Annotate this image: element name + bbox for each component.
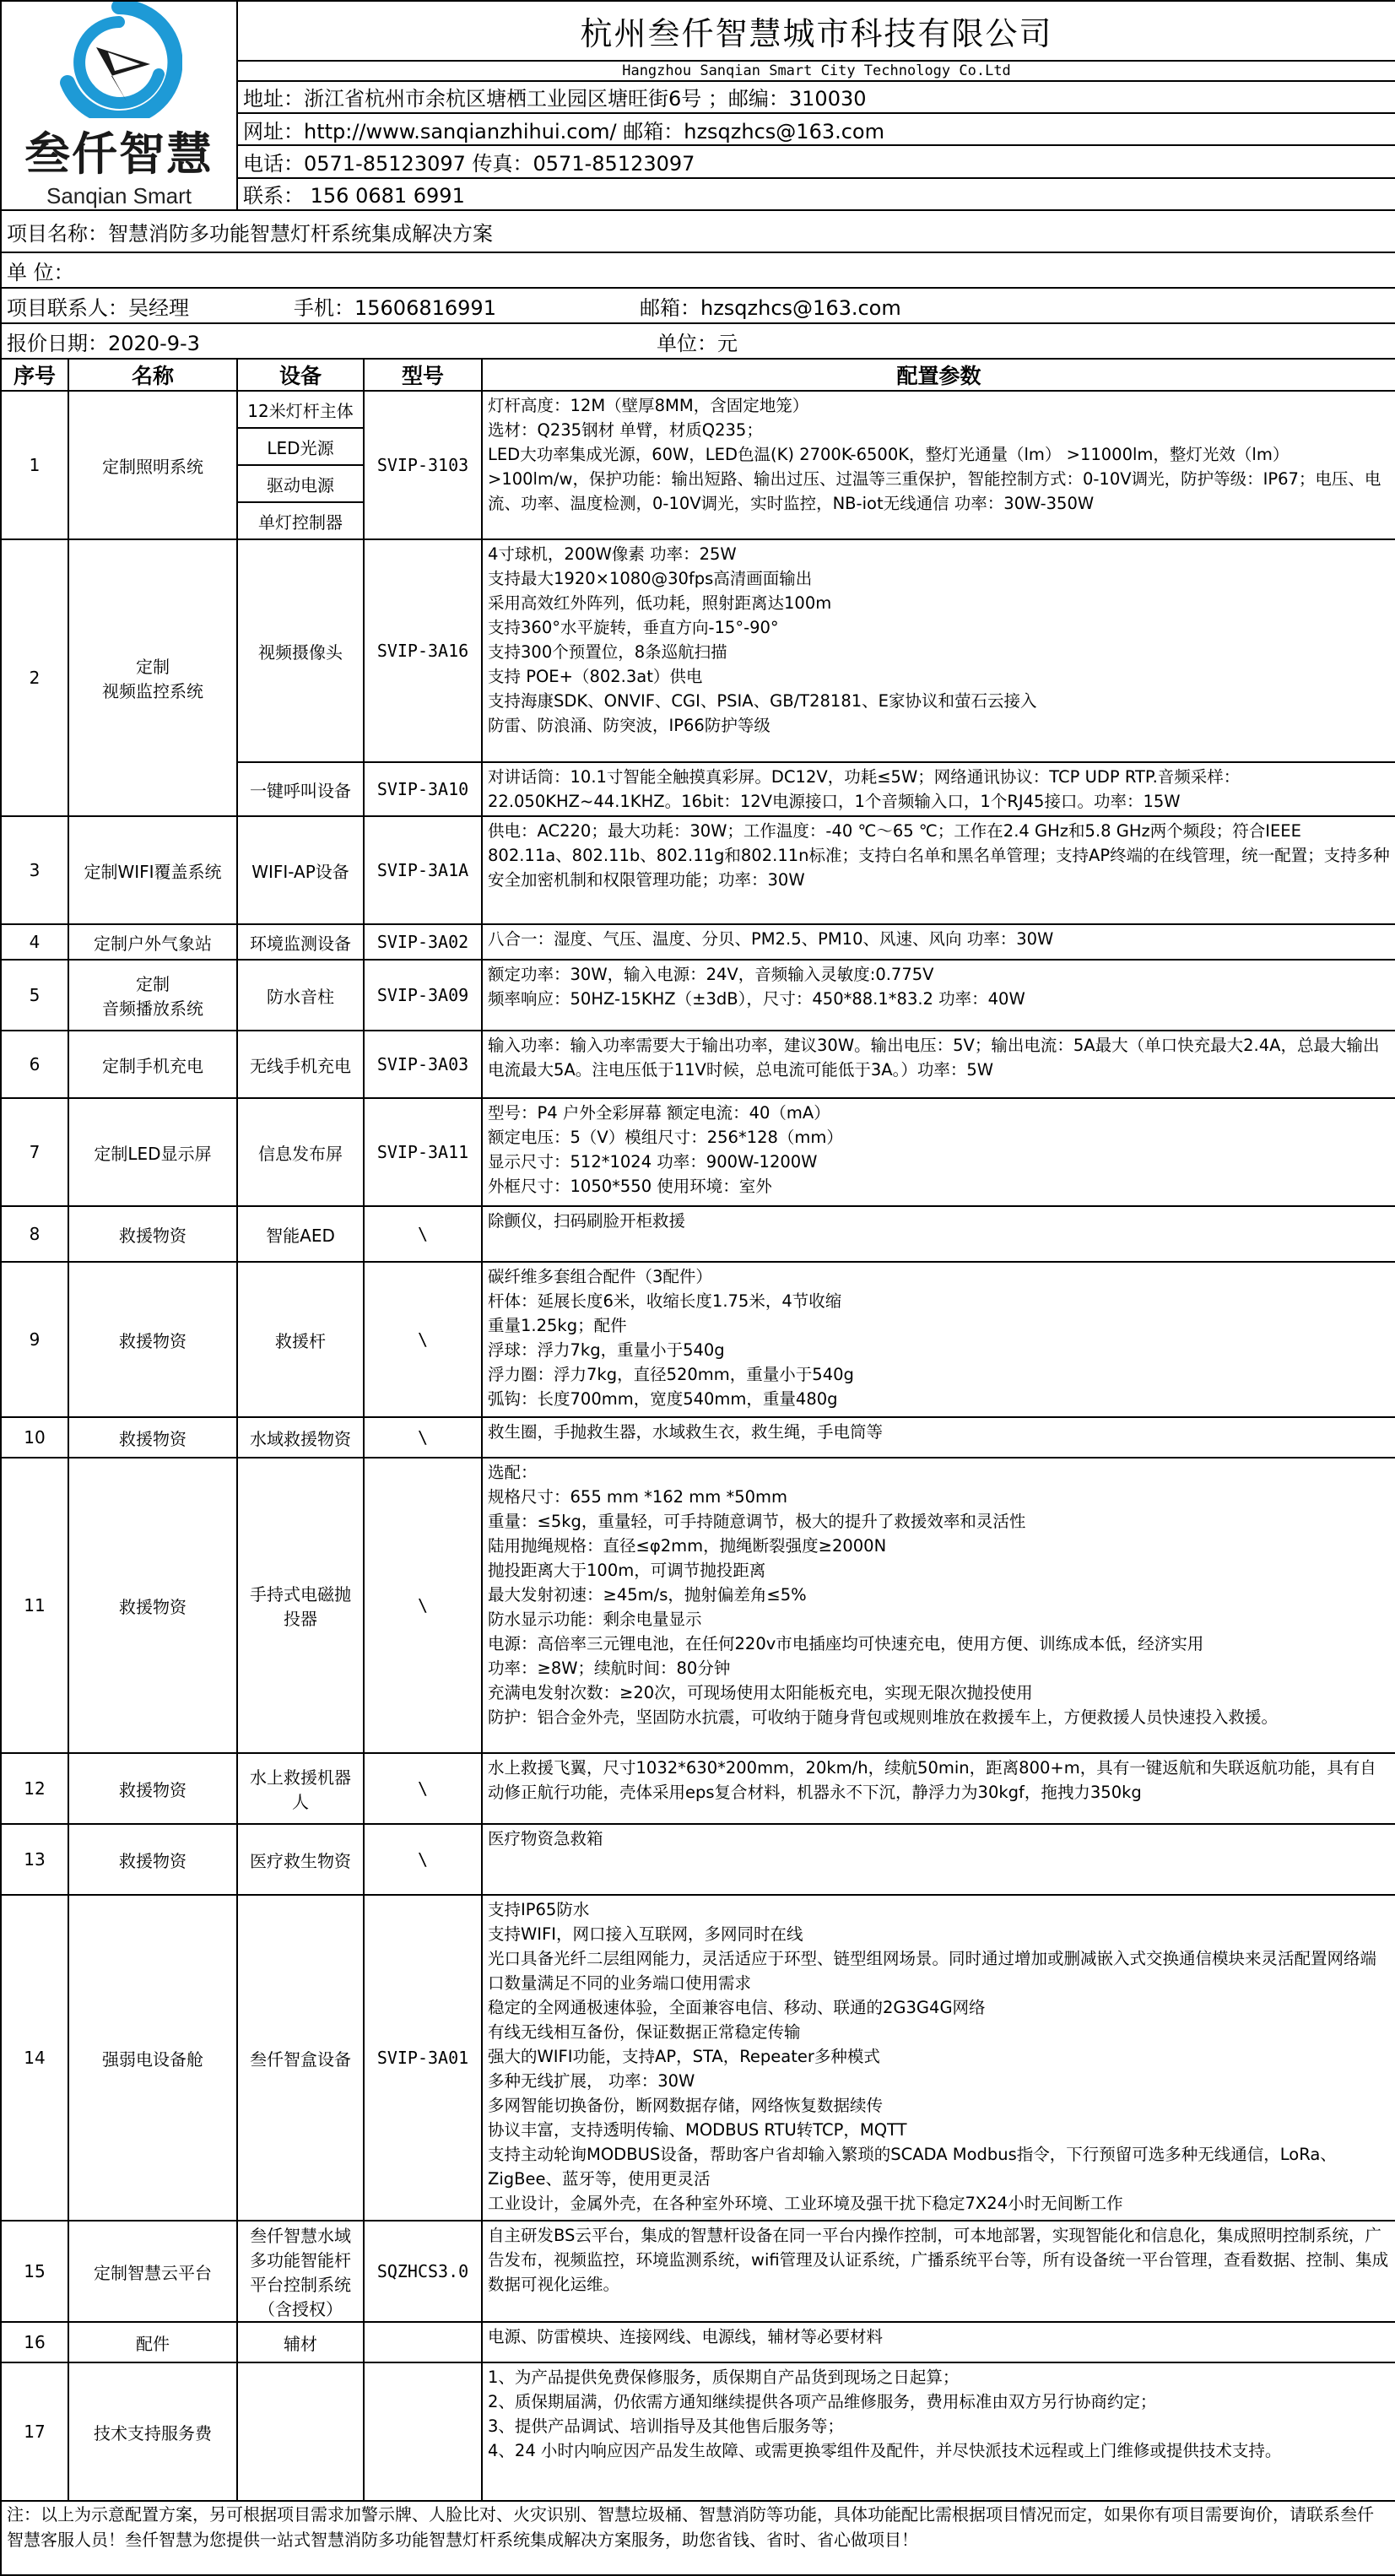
spec-line: 对讲话筒：10.1寸智能全触摸真彩屏。DC12V，功耗≤5W；网络通讯协议：TCP UDP RTP.音频采样：22.050KHZ~44.1KHZ。16bit：12V电源接口，1个音频输入口，1个RJ45接口。功率：15W — [488, 767, 1241, 811]
spec-cell — [482, 816, 1395, 924]
spec-cell — [482, 762, 1395, 816]
project-name: 项目名称：智慧消防多功能智慧灯杆系统集成解决方案 — [1, 210, 1395, 252]
row-name: 强弱电设备舱 — [68, 1895, 237, 2221]
table-row — [1, 960, 1395, 1031]
spec-cell — [482, 1753, 1395, 1824]
table-row — [1, 1262, 1395, 1417]
row-name: 定制手机充电 — [68, 1031, 237, 1098]
row-model: SVIP-3A16 — [364, 539, 482, 762]
spec-line: 防护：铝合金外壳，坚固防水抗震，可收纳于随身背包或规则堆放在救援车上，方便救援人员快速投入救援。 — [488, 1707, 1279, 1727]
logo-text-en: Sanqian Smart — [46, 183, 192, 208]
spec-line: 4、24 小时内响应因产品发生故障、或需更换零组件及配件，并尽快派技术远程或上门维修或提供技术支持。 — [488, 2441, 1282, 2460]
row-number: 8 — [1, 1206, 68, 1262]
row-name: 救援物资 — [68, 1262, 237, 1417]
spec-line: 电源：高倍率三元锂电池，在任何220v市电插座均可快速充电，使用方便、训练成本低，经济实用 — [488, 1634, 1204, 1653]
row-model — [364, 2322, 482, 2362]
row-number: 14 — [1, 1895, 68, 2221]
spec-cell — [482, 960, 1395, 1031]
spec-cell — [482, 1824, 1395, 1895]
spec-line: 自主研发BS云平台，集成的智慧杆设备在同一平台内操作控制，可本地部署，实现智能化和信息化，集成照明控制系统，广告发布，视频监控，环境监测系统，wifi管理及认证系统，广播系统平台等，所有设备统一平台管理，查看数据、控制、集成数据可视化运维。 — [488, 2226, 1389, 2294]
table-row — [1, 1417, 1395, 1458]
company-web-email: 网址：http://www.sanqianzhihui.com/ 邮箱：hzsqzhcs@163.com — [237, 113, 1395, 145]
row-device: LED光源 — [237, 428, 364, 465]
header-model: 型号 — [364, 359, 482, 391]
row-name: 救援物资 — [68, 1824, 237, 1895]
spec-line: 支持IP65防水 — [488, 1900, 590, 1919]
spec-line: 八合一：湿度、气压、温度、分贝、PM2.5、PM10、风速、风向 功率：30W — [488, 929, 1054, 949]
spec-line: 支持WIFI，网口接入互联网，多网同时在线 — [488, 1924, 803, 1944]
table-row — [1, 2322, 1395, 2362]
row-device: 手持式电磁抛投器 — [237, 1458, 364, 1753]
row-device: 辅材 — [237, 2322, 364, 2362]
row-device: 智能AED — [237, 1206, 364, 1262]
spec-line: 多种无线扩展， 功率：30W — [488, 2071, 695, 2091]
row-name: 定制 音频播放系统 — [68, 960, 237, 1031]
spec-line: 规格尺寸：655 mm *162 mm *50mm — [488, 1487, 788, 1507]
spec-line: 陆用抛绳规格：直径≤φ2mm，抛绳断裂强度≥2000N — [488, 1536, 887, 1556]
row-number: 10 — [1, 1417, 68, 1458]
spec-line: 1、为产品提供免费保修服务，质保期自产品货到现场之日起算； — [488, 2368, 960, 2387]
row-number: 13 — [1, 1824, 68, 1895]
row-name: 救援物资 — [68, 1206, 237, 1262]
spec-line: 弧钩：长度700mm，宽度540mm，重量480g — [488, 1389, 838, 1409]
spec-line: 工业设计，金属外壳，在各种室外环境、工业环境及强干扰下稳定7X24小时无间断工作 — [488, 2194, 1123, 2213]
row-model: SVIP-3A11 — [364, 1098, 482, 1206]
row-model: \ — [364, 1458, 482, 1753]
logo-block — [1, 1, 237, 210]
spec-line: 支持海康SDK、ONVIF、CGI、PSIA、GB/T28181、E家协议和萤石云接入 — [488, 691, 1037, 711]
table-row — [1, 1824, 1395, 1895]
table-row — [1, 1206, 1395, 1262]
spec-cell — [482, 391, 1395, 539]
row-number: 2 — [1, 539, 68, 816]
row-device: 单灯控制器 — [237, 502, 364, 539]
row-name: 定制智慧云平台 — [68, 2221, 237, 2322]
spec-line: 抛投距离大于100m，可调节抛投距离 — [488, 1561, 766, 1580]
table-row — [1, 816, 1395, 924]
spec-cell — [482, 1206, 1395, 1262]
row-device: 水域救援物资 — [237, 1417, 364, 1458]
spec-line: 稳定的全网通极速体验，全面兼容电信、移动、联通的2G3G4G网络 — [488, 1998, 986, 2017]
row-device: 防水音柱 — [237, 960, 364, 1031]
logo-text-cn: 叁仟智慧 — [24, 127, 214, 181]
spec-line: 浮球：浮力7kg，重量小于540g — [488, 1340, 725, 1360]
spec-cell — [482, 1031, 1395, 1098]
company-phone-fax: 电话：0571-85123097 传真：0571-85123097 — [237, 145, 1395, 177]
row-name: 配件 — [68, 2322, 237, 2362]
spec-line: LED大功率集成光源，60W，LED色温(K) 2700K-6500K，整灯光通量（lm） >11000lm，整灯光效（lm） >100lm/w，保护功能：输出短路、输出过压、过温等三重保护，智能控制方式：0-10V调光，防护等级：IP67；电压、电流、功率、温度检测，0-10V调光，实时监控，NB-iot无线通信 功率：30W-350W — [488, 445, 1381, 513]
spec-line: 救生圈，手抛救生器，水域救生衣，救生绳，手电筒等 — [488, 1422, 884, 1442]
spec-cell — [482, 2221, 1395, 2322]
row-device: 视频摄像头 — [237, 539, 364, 762]
row-model: SVIP-3A09 — [364, 960, 482, 1031]
table-row — [1, 2221, 1395, 2322]
row-number: 15 — [1, 2221, 68, 2322]
spec-line: 功率：≥8W；续航时间：80分钟 — [488, 1659, 731, 1678]
row-device: 一键呼叫设备 — [237, 762, 364, 816]
spec-line: 支持最大1920×1080@30fps高清画面输出 — [488, 569, 813, 588]
company-address: 地址：浙江省杭州市余杭区塘栖工业园区塘旺街6号 ；邮编：310030 — [237, 81, 1395, 113]
spec-line: 防水显示功能：剩余电量显示 — [488, 1610, 702, 1629]
row-model: SVIP-3A1A — [364, 816, 482, 924]
row-number: 11 — [1, 1458, 68, 1753]
table-row — [1, 2362, 1395, 2501]
table-body — [1, 391, 1395, 2501]
spec-cell — [482, 2322, 1395, 2362]
spec-cell — [482, 1458, 1395, 1753]
row-number: 9 — [1, 1262, 68, 1417]
spec-line: 浮力圈：浮力7kg，直径520mm，重量小于540g — [488, 1365, 854, 1384]
row-device: 信息发布屏 — [237, 1098, 364, 1206]
header-spec: 配置参数 — [482, 359, 1395, 391]
spec-line: 采用高效红外阵列，低功耗，照射距离达100m — [488, 593, 832, 613]
spec-cell — [482, 2362, 1395, 2501]
spec-cell — [482, 924, 1395, 960]
contact-email: 邮箱：hzsqzhcs@163.com — [640, 295, 901, 320]
spec-line: 支持 POE+（802.3at）供电 — [488, 667, 703, 686]
row-model: \ — [364, 1753, 482, 1824]
spec-line: 4寸球机，200W像素 功率：25W — [488, 544, 737, 564]
quote-date: 报价日期：2020-9-3 — [7, 331, 200, 355]
currency-unit: 单位：元 — [657, 331, 738, 355]
row-model: SVIP-3A01 — [364, 1895, 482, 2221]
spec-line: 外框尺寸：1050*550 使用环境：室外 — [488, 1177, 772, 1196]
row-model: \ — [364, 1262, 482, 1417]
row-name: 定制WIFI覆盖系统 — [68, 816, 237, 924]
spec-line: 重量1.25kg；配件 — [488, 1316, 627, 1335]
spec-line: 选材：Q235钢材 单臂，材质Q235； — [488, 420, 763, 440]
contact-mobile: 手机：15606816991 — [294, 295, 496, 320]
row-device: 环境监测设备 — [237, 924, 364, 960]
spec-line: 型号：P4 户外全彩屏幕 额定电流：40（mA） — [488, 1103, 830, 1123]
spec-line: 3、提供产品调试、培训指导及其他售后服务等； — [488, 2416, 844, 2436]
row-device: 无线手机充电 — [237, 1031, 364, 1098]
spec-cell — [482, 1417, 1395, 1458]
spec-line: 额定功率：30W，输入电源：24V，音频输入灵敏度:0.775V — [488, 965, 934, 984]
row-model — [364, 2362, 482, 2501]
spec-line: 充满电发射次数：≥20次，可现场使用太阳能板充电，实现无限次抛投使用 — [488, 1683, 1033, 1702]
row-name: 救援物资 — [68, 1458, 237, 1753]
row-model: \ — [364, 1206, 482, 1262]
row-name: 救援物资 — [68, 1417, 237, 1458]
spec-line: 医疗物资急救箱 — [488, 1829, 603, 1848]
row-number: 16 — [1, 2322, 68, 2362]
row-name: 定制LED显示屏 — [68, 1098, 237, 1206]
row-device: 叁仟智慧水域多功能智能杆平台控制系统（含授权） — [237, 2221, 364, 2322]
row-device: 驱动电源 — [237, 465, 364, 502]
row-model: \ — [364, 1824, 482, 1895]
row-device: 救援杆 — [237, 1262, 364, 1417]
spec-line: 频率响应：50HZ-15KHZ（±3dB），尺寸：450*88.1*83.2 功率：40W — [488, 989, 1025, 1009]
spec-line: 供电：AC220；最大功耗：30W；工作温度：-40 ℃～65 ℃；工作在2.4 GHz和5.8 GHz两个频段；符合IEEE 802.11a、802.11b、802.11g和802.11n标准；支持白名单和黑名单管理；支持AP终端的在线管理，统一配置；支持多种安全加密机制和权限管理功能；功率：30W — [488, 821, 1390, 890]
spec-cell — [482, 1895, 1395, 2221]
footer-note: 注：以上为示意配置方案，另可根据项目需求加警示牌、人脸比对、火灾识别、智慧垃圾桶、智慧消防等功能，具体功能配比需根据项目情况而定，如果你有项目需要询价，请联系叁仟智慧客服人员！叁仟智慧为您提供一站式智慧消防多功能智慧灯杆系统集成解决方案服务，助您省钱、省时、省心做项目！ — [1, 2501, 1395, 2575]
table-row — [1, 1458, 1395, 1753]
spec-line: 有线无线相互备份，保证数据正常稳定传输 — [488, 2022, 801, 2042]
row-name: 定制照明系统 — [68, 391, 237, 539]
spec-line: 输入功率：输入功率需要大于输出功率，建议30W。输出电压：5V；输出电流：5A最大（单口快充最大2.4A，总最大输出电流最大5A。注电压低于11V时候，总电流可能低于3A。）功率：5W — [488, 1036, 1380, 1080]
spec-line: 显示尺寸：512*1024 功率：900W-1200W — [488, 1152, 818, 1172]
row-name: 定制 视频监控系统 — [68, 539, 237, 816]
table-row — [1, 391, 1395, 428]
spec-line: 强大的WIFI功能，支持AP，STA，Repeater多种模式 — [488, 2047, 880, 2066]
row-number: 7 — [1, 1098, 68, 1206]
row-number: 3 — [1, 816, 68, 924]
spec-cell — [482, 1098, 1395, 1206]
spec-line: 电源、防雷模块、连接网线、电源线，辅材等必要材料 — [488, 2327, 884, 2346]
row-device: 医疗救生物资 — [237, 1824, 364, 1895]
table-row — [1, 1895, 1395, 2221]
spec-line: 除颤仪，扫码刷脸开柜救援 — [488, 1211, 686, 1231]
spec-line: 额定电压：5（V）模组尺寸：256*128（mm） — [488, 1128, 843, 1147]
row-number: 17 — [1, 2362, 68, 2501]
row-name: 救援物资 — [68, 1753, 237, 1824]
row-model: SVIP-3A10 — [364, 762, 482, 816]
row-name: 技术支持服务费 — [68, 2362, 237, 2501]
spec-line: 光口具备光纤二层组网能力，灵活适应于环型、链型组网场景。同时通过增加或删减嵌入式交换通信模块来灵活配置网络端口数量满足不同的业务端口使用需求 — [488, 1949, 1377, 1993]
row-model: SVIP-3103 — [364, 391, 482, 539]
row-device: 叁仟智盒设备 — [237, 1895, 364, 2221]
spec-line: 支持300个预置位，8条巡航扫描 — [488, 642, 727, 662]
spec-line: 多网智能切换备份，断网数据存储，网络恢复数据续传 — [488, 2096, 884, 2115]
company-contact: 联系： 156 0681 6991 — [237, 178, 1395, 210]
row-number: 1 — [1, 391, 68, 539]
company-name-cn: 杭州叁仟智慧城市科技有限公司 — [237, 1, 1395, 61]
spec-line: 2、质保期届满，仍依需方通知继续提供各项产品维修服务，费用标准由双方另行协商约定； — [488, 2392, 1157, 2411]
spec-line: 协议丰富，支持透明传输、MODBUS RTU转TCP，MQTT — [488, 2120, 907, 2140]
row-number: 12 — [1, 1753, 68, 1824]
row-device: 12米灯杆主体 — [237, 391, 364, 428]
row-device — [237, 2362, 364, 2501]
contact-row — [1, 288, 1395, 323]
spec-line: 杆体：延展长度6米，收缩长度1.75米，4节收缩 — [488, 1291, 842, 1311]
spec-cell — [482, 539, 1395, 762]
table-row — [1, 924, 1395, 960]
spec-line: 最大发射初速：≥45m/s，抛射偏差角≤5% — [488, 1585, 807, 1605]
table-row — [1, 539, 1395, 762]
date-row — [1, 323, 1395, 359]
header-name: 名称 — [68, 359, 237, 391]
spec-cell — [482, 1262, 1395, 1417]
row-model: \ — [364, 1417, 482, 1458]
spec-line: 灯杆高度：12M（壁厚8MM，含固定地笼） — [488, 396, 809, 415]
row-device: 水上救援机器人 — [237, 1753, 364, 1824]
row-name: 定制户外气象站 — [68, 924, 237, 960]
row-number: 4 — [1, 924, 68, 960]
company-logo-icon — [56, 2, 182, 118]
spec-line: 防雷、防浪涌、防突波，IP66防护等级 — [488, 716, 770, 735]
row-number: 6 — [1, 1031, 68, 1098]
contact-person: 项目联系人：吴经理 — [7, 295, 189, 320]
spec-line: 碳纤维多套组合配件（3配件） — [488, 1267, 712, 1286]
unit-label: 单 位： — [1, 252, 1395, 288]
spec-line: 支持主动轮询MODBUS设备，帮助客户省却输入繁琐的SCADA Modbus指令，下行预留可选多种无线通信，LoRa、ZigBee、蓝牙等，使用更灵活 — [488, 2145, 1337, 2189]
row-device: WIFI-AP设备 — [237, 816, 364, 924]
header-no: 序号 — [1, 359, 68, 391]
spec-line: 水上救援飞翼，尺寸1032*630*200mm，20km/h，续航50min，距离800+m，具有一键返航和失联返航功能，具有自动修正航行功能，壳体采用eps复合材料，机器永不下沉，静浮力为30kgf，拖拽力350kg — [488, 1758, 1376, 1802]
spec-line: 支持360°水平旋转，垂直方向-15°-90° — [488, 618, 779, 637]
table-row — [1, 1753, 1395, 1824]
row-model: SQZHCS3.0 — [364, 2221, 482, 2322]
company-name-en: Hangzhou Sanqian Smart City Technology Co.Ltd — [237, 61, 1395, 81]
row-number: 5 — [1, 960, 68, 1031]
spec-line: 选配： — [488, 1463, 538, 1482]
row-model: SVIP-3A02 — [364, 924, 482, 960]
table-row — [1, 1031, 1395, 1098]
table-row — [1, 1098, 1395, 1206]
header-device: 设备 — [237, 359, 364, 391]
spec-line: 重量：≤5kg，重量轻，可手持随意调节，极大的提升了救援效率和灵活性 — [488, 1512, 1026, 1531]
row-model: SVIP-3A03 — [364, 1031, 482, 1098]
table-header-row — [1, 359, 1395, 391]
